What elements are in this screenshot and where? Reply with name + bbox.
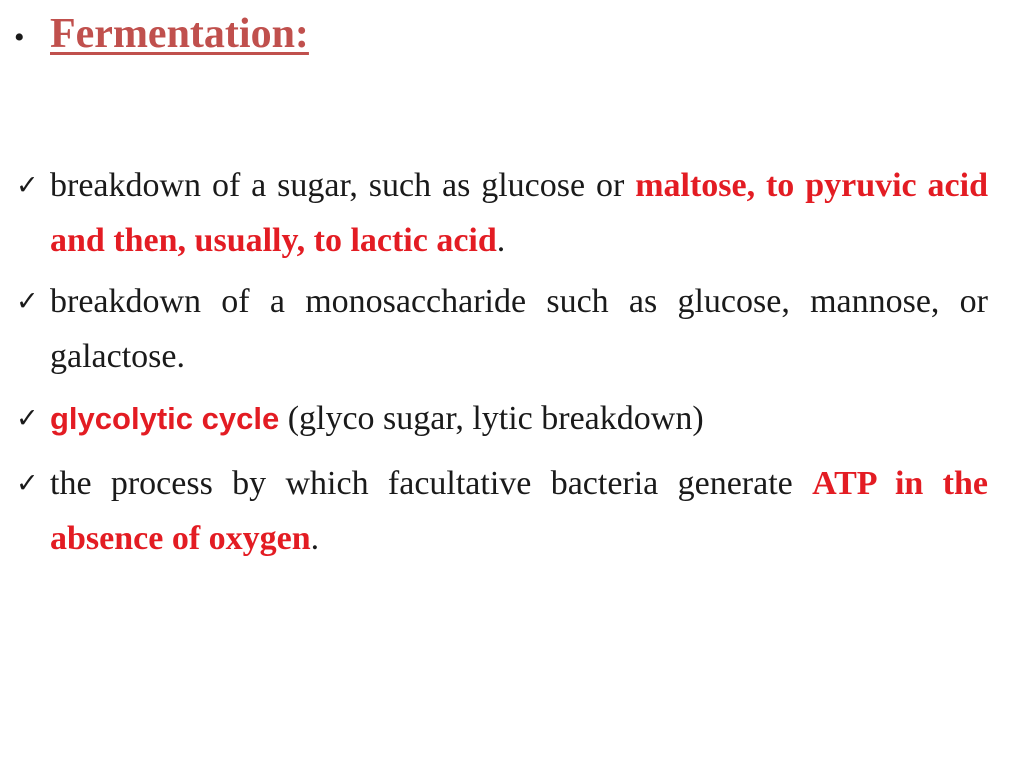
item-text: . [496,222,506,259]
checkmark-icon: ✓ [16,403,39,434]
checkmark-icon: ✓ [16,286,39,317]
title-row [14,10,309,58]
list-item [16,158,988,268]
item-text: breakdown of a monosaccharide such as glucose, mannose, or galactose. [50,283,988,375]
list-item [16,391,988,446]
item-text: . [310,520,320,557]
checkmark-icon: ✓ [16,170,39,201]
list-item [16,274,988,384]
bullet-icon: • [14,21,25,54]
item-text: (glyco sugar, lytic breakdown) [279,400,704,437]
item-text: the process by which facultative bacteria generate [50,465,813,502]
item-highlight: maltose, to pyruvic acid and then, usually, to lactic acid [50,167,988,259]
bullet-list [16,158,988,573]
item-highlight: glycolytic cycle [50,401,280,436]
list-item [16,456,988,566]
item-text: breakdown of a sugar, such as glucose or [50,167,636,204]
checkmark-icon: ✓ [16,468,39,499]
slide-title: Fermentation: [50,11,309,57]
item-highlight: ATP in the absence of oxygen [50,465,988,557]
